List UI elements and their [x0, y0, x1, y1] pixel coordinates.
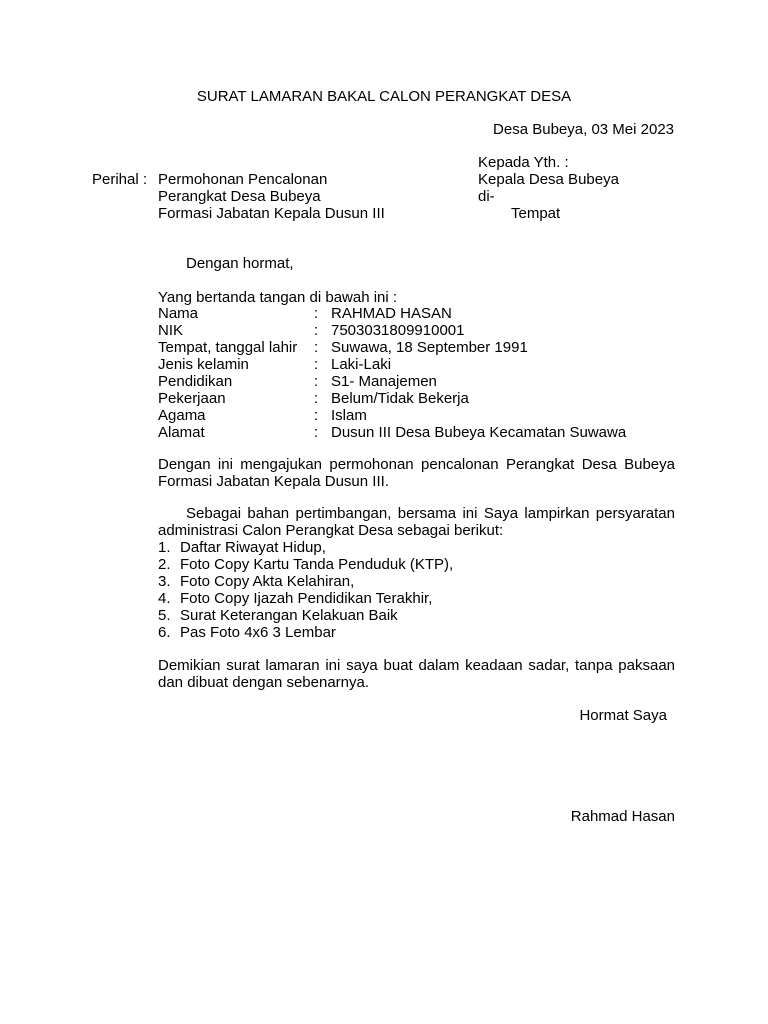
field-value: Belum/Tidak Bekerja	[331, 390, 469, 407]
list-number: 4.	[158, 590, 171, 607]
field-colon: :	[314, 373, 319, 390]
subject-label: Perihal :	[92, 171, 148, 188]
field-label: Alamat	[158, 424, 205, 441]
recipient-line: Kepada Yth. :	[478, 154, 569, 171]
field-value: Suwawa, 18 September 1991	[331, 339, 528, 356]
recipient-line: Tempat	[511, 205, 561, 222]
field-label: NIK	[158, 322, 184, 339]
field-label: Pendidikan	[158, 373, 233, 390]
closing-salutation: Hormat Saya	[579, 707, 667, 724]
field-colon: :	[314, 322, 319, 339]
list-number: 5.	[158, 607, 171, 624]
document-title: SURAT LAMARAN BAKAL CALON PERANGKAT DESA	[196, 88, 572, 105]
field-colon: :	[314, 390, 319, 407]
list-item	[158, 590, 453, 607]
list-text: Surat Keterangan Kelakuan Baik	[180, 607, 398, 624]
field-row	[158, 373, 626, 390]
field-row	[158, 424, 626, 441]
subject-line: Formasi Jabatan Kepala Dusun III	[158, 205, 385, 222]
field-label: Jenis kelamin	[158, 356, 249, 373]
field-row	[158, 407, 626, 424]
field-label: Agama	[158, 407, 206, 424]
list-item	[158, 573, 453, 590]
list-number: 1.	[158, 539, 171, 556]
attachments-paragraph: Sebagai bahan pertimbangan, bersama ini Saya lampirkan persyaratan administrasi Calon Perangkat Desa sebagai berikut:	[158, 505, 675, 539]
list-text: Foto Copy Ijazah Pendidikan Terakhir,	[180, 590, 433, 607]
list-number: 6.	[158, 624, 171, 641]
applicant-fields	[158, 305, 626, 441]
greeting: Dengan hormat,	[186, 255, 294, 272]
field-colon: :	[314, 407, 319, 424]
recipient-line: Kepala Desa Bubeya	[478, 171, 619, 188]
list-item	[158, 539, 453, 556]
list-text: Foto Copy Kartu Tanda Penduduk (KTP),	[180, 556, 454, 573]
field-row	[158, 356, 626, 373]
place-date: Desa Bubeya, 03 Mei 2023	[493, 121, 674, 138]
subject-line: Perangkat Desa Bubeya	[158, 188, 321, 205]
list-text: Daftar Riwayat Hidup,	[180, 539, 326, 556]
field-row	[158, 390, 626, 407]
field-colon: :	[314, 356, 319, 373]
list-text: Foto Copy Akta Kelahiran,	[180, 573, 355, 590]
list-item	[158, 556, 453, 573]
field-colon: :	[314, 424, 319, 441]
field-colon: :	[314, 339, 319, 356]
application-paragraph: Dengan ini mengajukan permohonan pencalonan Perangkat Desa Bubeya Formasi Jabatan Kepala Dusun III.	[158, 456, 675, 490]
field-row	[158, 339, 626, 356]
field-value: S1- Manajemen	[331, 373, 437, 390]
signatory-name: Rahmad Hasan	[570, 808, 675, 825]
field-value: RAHMAD HASAN	[331, 305, 452, 322]
field-label: Nama	[158, 305, 199, 322]
field-value: Laki-Laki	[331, 356, 392, 373]
field-colon: :	[314, 305, 319, 322]
subject-block	[158, 171, 385, 222]
attachment-list	[158, 539, 453, 641]
field-value: 7503031809910001	[331, 322, 465, 339]
list-item	[158, 607, 453, 624]
list-text: Pas Foto 4x6 3 Lembar	[180, 624, 336, 641]
field-label: Pekerjaan	[158, 390, 226, 407]
recipient-line: di-	[478, 188, 495, 205]
subject-line: Permohonan Pencalonan	[158, 171, 328, 188]
intro-line: Yang bertanda tangan di bawah ini :	[158, 289, 398, 306]
field-label: Tempat, tanggal lahir	[158, 339, 298, 356]
list-number: 3.	[158, 573, 171, 590]
field-value: Islam	[331, 407, 367, 424]
field-value: Dusun III Desa Bubeya Kecamatan Suwawa	[331, 424, 627, 441]
recipient-block	[478, 154, 619, 222]
field-row	[158, 322, 626, 339]
closing-paragraph: Demikian surat lamaran ini saya buat dalam keadaan sadar, tanpa paksaan dan dibuat dengan sebenarnya.	[158, 657, 675, 691]
list-item	[158, 624, 453, 641]
field-row	[158, 305, 626, 322]
list-number: 2.	[158, 556, 171, 573]
